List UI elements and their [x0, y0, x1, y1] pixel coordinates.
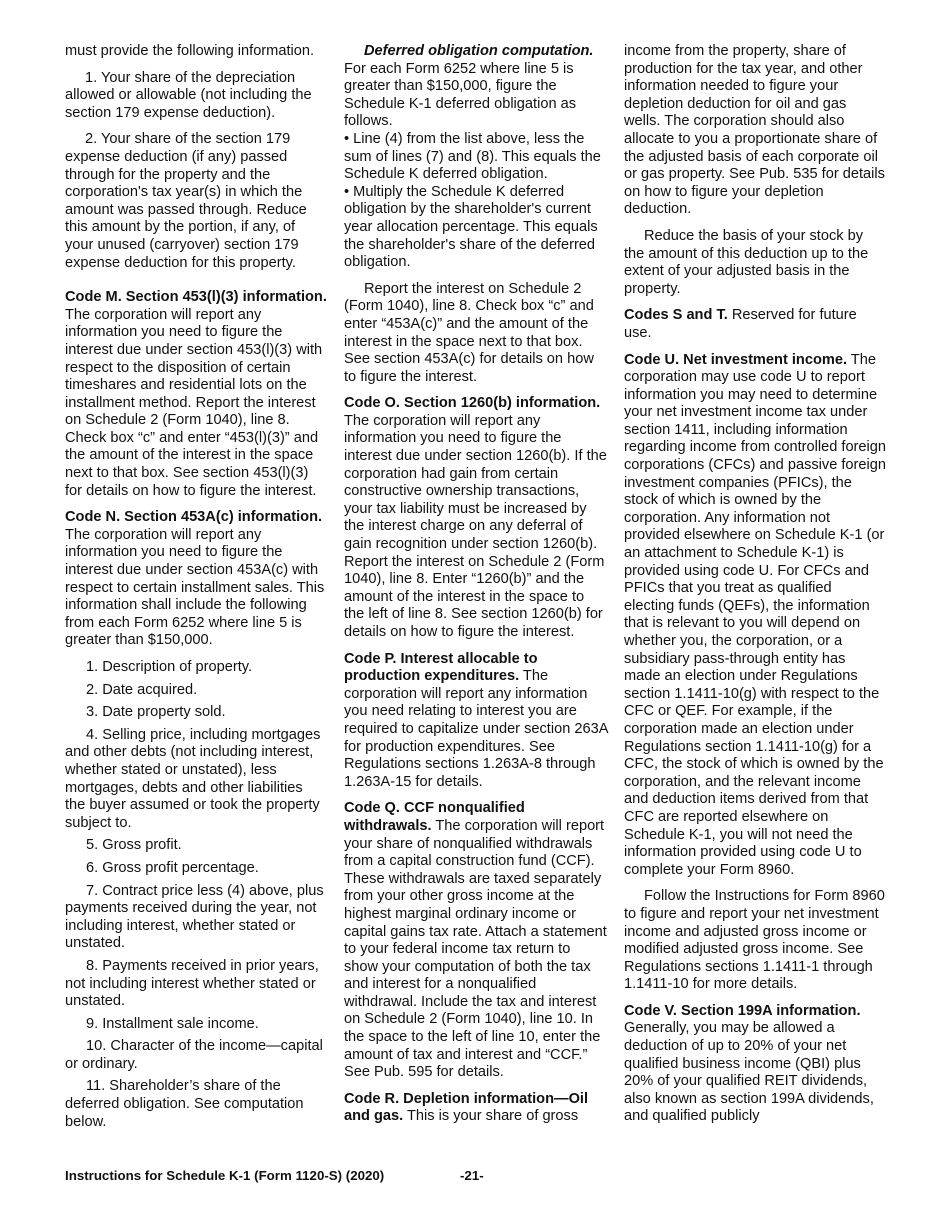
code-v-section: [624, 1003, 886, 1126]
list-item: 9. Installment sale income.: [86, 1015, 259, 1032]
code-m-body: The corporation will report any information you need to figure the interest due under section 453(l)(3) with respect to the disposition of certain timeshares and residential lots on the installment method. Report the interest on Schedule 2 (Form 1040), line 8. Check box “c” and enter “453(l)(3)” and the amount of the interest in the space next to that box. See section 453(l)(3) for details on how to figure the interest.: [65, 306, 323, 499]
paragraph: income from the property, share of production for the tax year, and other information needed to figure your depletion deduction for oil and gas wells. The corporation should also allocate to you a proportionate share of the adjusted basis of each corporate oil or gas property. See Pub. 535 for details on how to figure your depletion deduction.: [624, 43, 885, 218]
list-item: 10. Character of the income—capital or ordinary.: [65, 1038, 323, 1072]
code-u-body: The corporation may use code U to report information you may need to determine your net investment income tax under section 1411, including information regarding income from controlled foreign corporations (CFCs) and passive foreign investment companies (PFICs), the stock of which is owned by the corporation. Any information not provided elsewhere on Schedule K-1 (or an attachment to Schedule K-1) is provided using code U. For CFCs and PFICs that you treat as qualified electing funds (QEFs), the information that is relevant to you will depend on whether you, the corporation, or a subsidiary pass-through entity has made an election under Regulations section 1.1411-10(g) with respect to the CFC or QEF. For example, if the corporation made an election under Regulations section 1.1411-10(g) for a CFC, the stock of which is owned by the corporation, and the relevant income and deduction items derived from that CFC are reported elsewhere on Schedule K-1, you will not need the information provided using code U to complete your Form 8960.: [624, 351, 887, 878]
codes-s-t-section: [624, 307, 886, 342]
list-item: 3. Date property sold.: [86, 704, 226, 721]
bullet-item: • Line (4) from the list above, less the sum of lines (7) and (8). This equals the Schedule K deferred obligation.: [344, 130, 601, 183]
code-r-heading: Code R. Depletion information—Oil and gas.: [344, 1090, 589, 1125]
deferred-obligation-section: [344, 43, 608, 131]
list-item: 1. Description of property.: [86, 659, 253, 675]
code-r-section: [344, 1091, 608, 1126]
code-q-section: [344, 800, 608, 1082]
paragraph: Reduce the basis of your stock by the amount of this deduction up to the extent of your adjusted basis in the property.: [624, 227, 869, 297]
list-item: 6. Gross profit percentage.: [86, 859, 259, 876]
paragraph: must provide the following information.: [65, 43, 315, 59]
column-middle: [344, 43, 608, 1135]
deferred-obligation-body: For each Form 6252 where line 5 is greater than $150,000, figure the Schedule K-1 deferred obligation as follows.: [344, 60, 577, 130]
code-p-section: [344, 651, 608, 792]
paragraph: Report the interest on Schedule 2 (Form 1040), line 8. Check box “c” and enter “453A(c)” and the amount of the interest in the space next to that box. See section 453A(c) for details on how to figure the interest.: [344, 280, 594, 385]
deferred-obligation-heading: Deferred obligation computation.: [364, 43, 594, 59]
code-p-heading: Code P. Interest allocable to production expenditures.: [344, 650, 538, 685]
paragraph: Follow the Instructions for Form 8960 to figure and report your net investment income and adjusted gross income or modified adjusted gross income. See Regulations sections 1.1411-1 through 1.1411-10 for more details.: [624, 888, 885, 993]
code-m-section: [65, 289, 327, 500]
footer-title: Instructions for Schedule K-1 (Form 1120-S) (2020): [65, 1168, 385, 1183]
page-number: -21-: [460, 1168, 484, 1183]
list-item: 11. Shareholder’s share of the deferred obligation. See computation below.: [65, 1078, 304, 1130]
column-right: [624, 43, 886, 1135]
code-n-heading: Code N. Section 453A(c) information.: [65, 509, 323, 526]
list-item: 2. Your share of the section 179 expense deduction (if any) passed through for the property and the corporation's tax year(s) in which the amount was passed through. Reduce this amount by the portion, if any, of your unused (carryover) section 179 expense deduction for this property.: [65, 131, 307, 271]
code-u-section: [624, 352, 886, 880]
code-n-body: The corporation will report any information you need to figure the interest due under section 453A(c) with respect to certain installment sales. This information shall include the following from each Form 6252 where line 5 is greater than $150,000.: [65, 526, 325, 649]
code-n-section: [65, 509, 327, 650]
code-q-body: The corporation will report your share of nonqualified withdrawals from a capital construction fund (CCF). These withdrawals are taxed separately from your other gross income at the highest marginal ordinary income or capital gains tax rate. Attach a statement to your federal income tax return to show your computation of both the tax and interest for a nonqualified withdrawal. Include the tax and interest on Schedule 2 (Form 1040), line 10. In the space to the left of line 10, enter the amount of tax and interest and “CCF.” See Pub. 595 for details.: [344, 817, 607, 1081]
list-item: 8. Payments received in prior years, not including interest whether stated or unstated.: [65, 957, 319, 1010]
codes-s-t-heading: Codes S and T.: [624, 307, 728, 324]
column-left: [65, 43, 327, 1136]
code-p-body: The corporation will report any information you need relating to interest you are required to capitalize under section 263A for production expenditures. See Regulations sections 1.263A-8 through 1.263A-15 for details.: [344, 668, 608, 790]
code-u-heading: Code U. Net investment income.: [624, 351, 848, 368]
list-item: 4. Selling price, including mortgages and other debts (not including interest, whether stated or unstated), less mortgages, debts and other liabilities the buyer assumed or took the property subject to.: [65, 726, 321, 831]
bullet-item: • Multiply the Schedule K deferred obligation by the shareholder's current year allocation percentage. This equals the shareholder's share of the deferred obligation.: [344, 183, 598, 271]
code-m-heading: Code M. Section 453(l)(3) information.: [65, 289, 327, 306]
list-item: 2. Date acquired.: [86, 681, 198, 698]
code-v-body: Generally, you may be allowed a deduction of up to 20% of your net qualified business income (QBI) plus 20% of your qualified REIT dividends, also known as section 199A dividends, and qualified publicly: [624, 1020, 874, 1125]
code-o-section: [344, 395, 608, 641]
codes-s-t-body: Reserved for future use.: [624, 307, 857, 341]
list-item: 7. Contract price less (4) above, plus payments received during the year, not including interest, whether stated or unstated.: [65, 882, 324, 952]
list-item: 5. Gross profit.: [86, 837, 182, 854]
code-o-heading: Code O. Section 1260(b) information.: [344, 395, 601, 412]
code-v-heading: Code V. Section 199A information.: [624, 1002, 861, 1019]
code-q-heading: Code Q. CCF nonqualified withdrawals.: [344, 800, 525, 834]
list-item: 1. Your share of the depreciation allowed or allowable (not including the section 179 expense deduction).: [65, 69, 312, 121]
code-r-body: This is your share of gross: [403, 1108, 579, 1125]
code-o-body: The corporation will report any information you need to figure the interest due under section 1260(b). If the corporation had gain from certain constructive ownership transactions, your tax liability must be increased by the interest charge on any deferral of gain recognition under section 1260(b). Report the interest on Schedule 2 (Form 1040), line 8. Enter “1260(b)” and the amount of the interest in the space to the left of line 8. See section 1260(b) for details on how to figure the interest.: [344, 412, 607, 640]
